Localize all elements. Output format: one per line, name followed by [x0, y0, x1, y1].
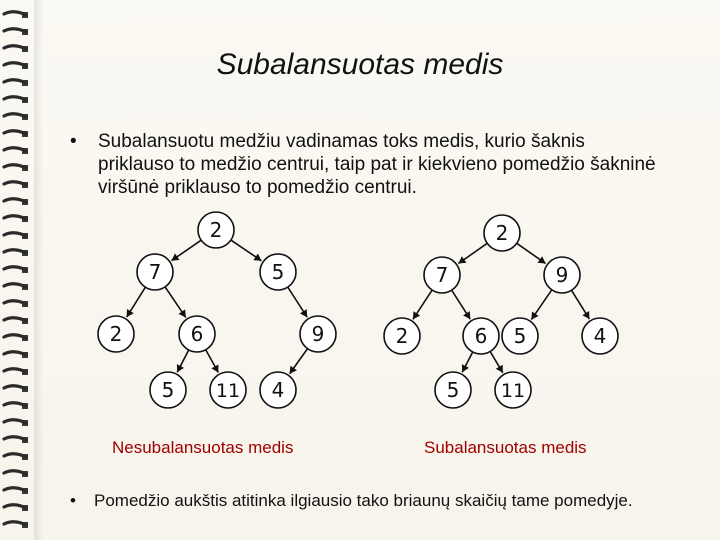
tree-node-label: 5	[161, 378, 175, 402]
bullet-dot: •	[70, 131, 77, 152]
tree-node-label: 7	[435, 263, 449, 287]
tree-edge-arrowhead	[253, 254, 261, 261]
tree-edge-arrowhead	[171, 253, 179, 260]
tree-node-label: 5	[271, 260, 285, 284]
tree-node-label: 5	[513, 324, 527, 348]
tree-node-label: 9	[311, 322, 325, 346]
bullet-dot: •	[70, 491, 76, 510]
tree-node-label: 6	[190, 322, 204, 346]
tree-edge-arrowhead	[538, 256, 546, 263]
tree-edge-arrowhead	[179, 309, 186, 317]
tree-unbalanced	[98, 212, 336, 408]
bullet-height-text: Pomedžio aukštis atitinka ilgiausio tako briaunų skaičių tame pomedyje.	[94, 491, 633, 510]
caption-unbalanced: Nesubalansuotas medis	[112, 438, 294, 457]
tree-node-label: 11	[215, 380, 241, 402]
tree-node-label: 7	[148, 260, 162, 284]
bullet-definition-text: Subalansuotu medžiu vadinamas toks medis, kurio šaknis priklauso to medžio centrui, taip pat ir kiekvieno pomedžio šakninė viršūnė priklauso to pomedžio centrui.	[98, 131, 656, 198]
tree-node-label: 4	[271, 378, 285, 402]
tree-node-label: 9	[555, 263, 569, 287]
tree-node-label: 4	[593, 324, 607, 348]
tree-node-label: 5	[446, 378, 460, 402]
tree-node-label: 2	[209, 218, 223, 242]
tree-edge-arrowhead	[290, 366, 297, 374]
slide-title: Subalansuotas medis	[216, 48, 504, 81]
tree-node-label: 6	[474, 324, 488, 348]
tree-node-label: 2	[109, 322, 123, 346]
tree-node-label: 2	[395, 324, 409, 348]
tree-node-label: 11	[500, 380, 526, 402]
tree-node-label: 2	[495, 221, 509, 245]
tree-balanced	[384, 215, 618, 408]
caption-balanced: Subalansuotas medis	[424, 438, 587, 457]
tree-edge-arrowhead	[458, 256, 466, 263]
tree-edge-arrowhead	[531, 311, 538, 319]
